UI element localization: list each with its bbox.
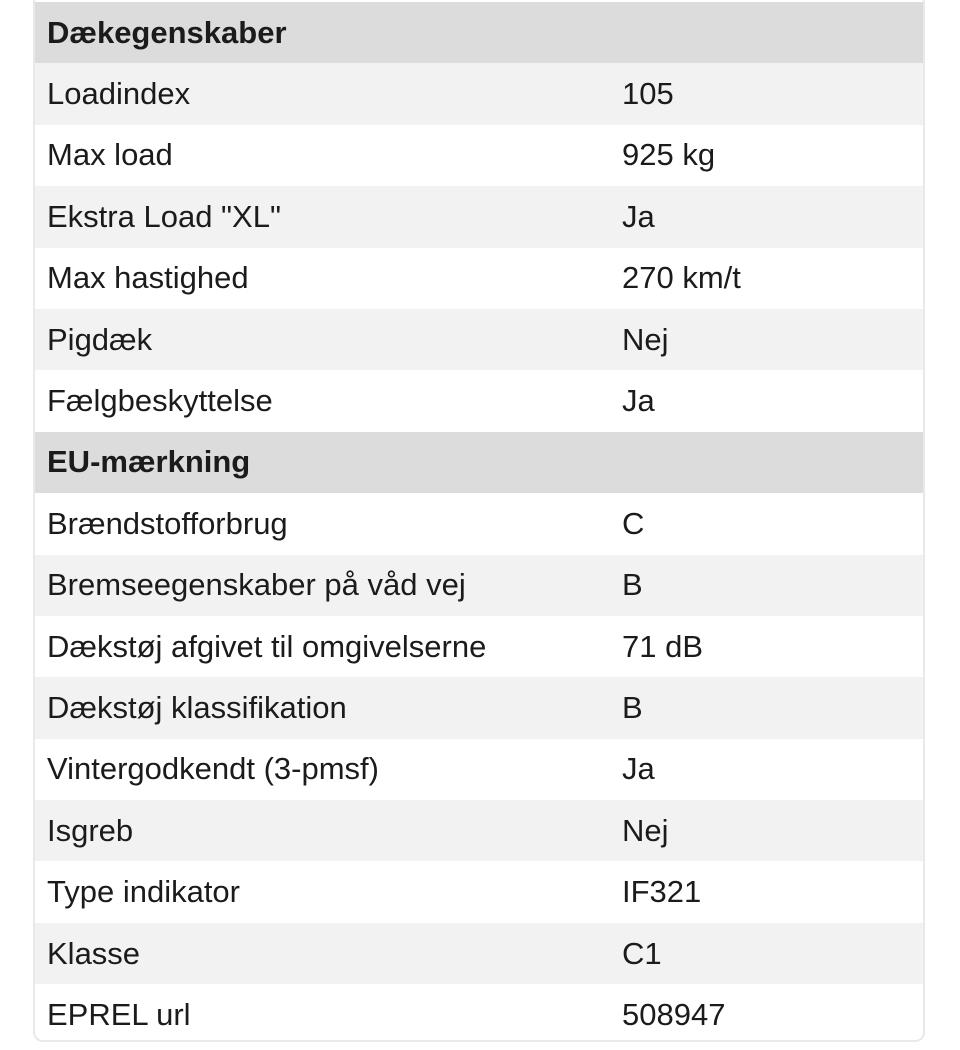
row-value: 105 bbox=[622, 76, 674, 112]
row-value: IF321 bbox=[622, 874, 702, 910]
row-label: Dækstøj klassifikation bbox=[47, 689, 347, 725]
row-value: 925 kg bbox=[622, 137, 716, 173]
section-header-eu-label bbox=[35, 432, 925, 493]
row-value: C bbox=[622, 505, 645, 541]
row-label: Type indikator bbox=[47, 874, 240, 910]
table-row bbox=[35, 923, 925, 984]
specs-table bbox=[35, 2, 925, 1042]
table-row bbox=[35, 861, 925, 922]
row-value: Ja bbox=[622, 383, 655, 419]
tire-specs-card bbox=[33, 0, 925, 1042]
section-header-tire-properties bbox=[35, 2, 925, 63]
table-row bbox=[35, 309, 925, 370]
row-label: Bremseegenskaber på våd vej bbox=[47, 567, 466, 603]
row-value: Ja bbox=[622, 751, 655, 787]
row-label: Dækstøj afgivet til omgivelserne bbox=[47, 628, 487, 664]
row-value: B bbox=[622, 689, 643, 725]
table-row bbox=[35, 616, 925, 677]
row-label: Vintergodkendt (3-pmsf) bbox=[47, 751, 379, 787]
row-label: Pigdæk bbox=[47, 321, 153, 357]
row-value: B bbox=[622, 567, 643, 603]
row-value: 270 km/t bbox=[622, 260, 741, 296]
row-value: C1 bbox=[622, 935, 662, 971]
table-row bbox=[35, 370, 925, 431]
row-value: Ja bbox=[622, 198, 655, 234]
row-value: 508947 bbox=[622, 996, 726, 1032]
table-row bbox=[35, 248, 925, 309]
row-label: Loadindex bbox=[47, 76, 191, 112]
row-label: EPREL url bbox=[47, 996, 191, 1032]
section-title: Dækegenskaber bbox=[47, 14, 287, 50]
row-label: Ekstra Load "XL" bbox=[47, 198, 281, 234]
table-row bbox=[35, 125, 925, 186]
row-label: Brændstofforbrug bbox=[47, 505, 288, 541]
table-row bbox=[35, 493, 925, 554]
table-row bbox=[35, 186, 925, 247]
table-row bbox=[35, 739, 925, 800]
row-value: 71 dB bbox=[622, 628, 704, 664]
table-row bbox=[35, 555, 925, 616]
section-title: EU-mærkning bbox=[47, 444, 251, 480]
row-label: Fælgbeskyttelse bbox=[47, 383, 273, 419]
table-row bbox=[35, 677, 925, 738]
table-row bbox=[35, 984, 925, 1042]
row-value: Nej bbox=[622, 321, 669, 357]
row-label: Isgreb bbox=[47, 812, 134, 848]
row-label: Klasse bbox=[47, 935, 141, 971]
row-label: Max hastighed bbox=[47, 260, 249, 296]
row-value: Nej bbox=[622, 812, 669, 848]
table-row bbox=[35, 800, 925, 861]
row-label: Max load bbox=[47, 137, 173, 173]
table-row bbox=[35, 63, 925, 124]
